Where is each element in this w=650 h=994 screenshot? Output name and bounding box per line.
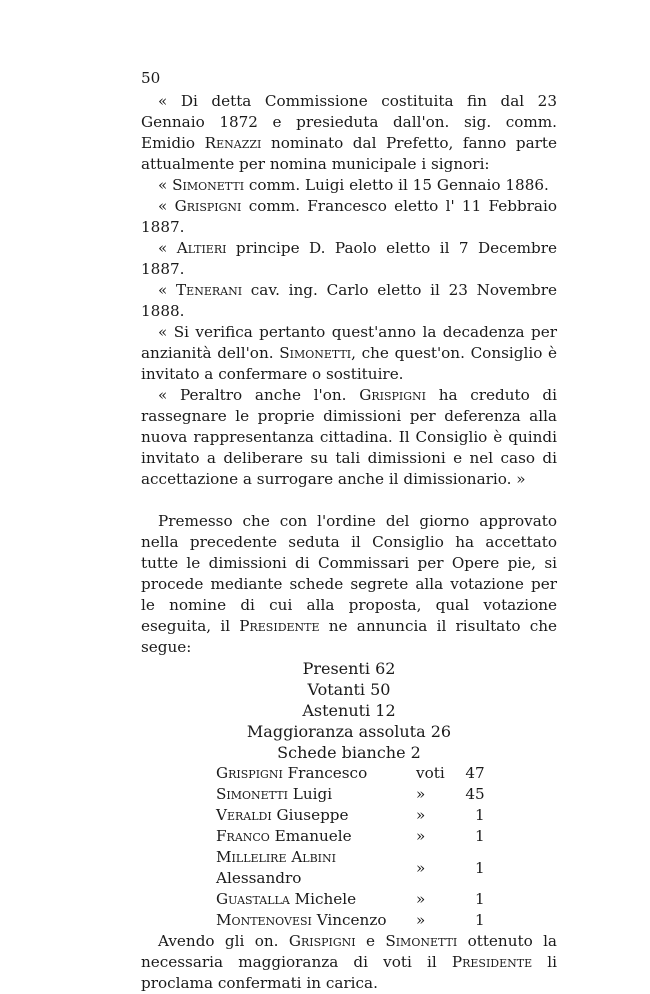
page-number: 50	[141, 69, 161, 87]
member-line: « Altieri principe D. Paolo eletto il 7 Decembre 1887.	[141, 239, 557, 278]
votanti-count: Votanti 50	[307, 680, 391, 699]
table-row: Millelire Albini Alessandro » 1	[216, 848, 485, 887]
member-line: « Tenerani cav. ing. Carlo eletto il 23 Novembre 1888.	[141, 281, 558, 320]
presenti-count: Presenti 62	[302, 659, 396, 678]
table-row: Veraldi Giuseppe » 1	[216, 806, 485, 824]
table-row: Franco Emanuele » 1	[216, 827, 485, 845]
members-list	[141, 175, 557, 322]
renazzi-name: Renazzi	[204, 134, 262, 152]
decadenza-paragraph: « Si verifica pertanto quest'anno la decadenza per anzianità dell'on. Simonetti, che quest'on. Consiglio è invitato a confermare o sostituire.	[141, 323, 557, 383]
premesso-paragraph: Premesso che con l'ordine del giorno approvato nella precedente seduta il Consiglio ha accettato tutte le dimissioni di Commissari per Opere pie, si procede mediante schede segrete alla votazione per le nomine di cui alla proposta, qual votazione eseguita, il Presidente ne annuncia il risultato che segue:	[141, 512, 557, 656]
member-line: « Grispigni comm. Francesco eletto l' 11 Febbraio 1887.	[141, 197, 557, 236]
maggioranza-count: Maggioranza assoluta 26	[246, 722, 452, 741]
vote-summary	[141, 658, 557, 763]
table-row: Grispigni Francesco voti 47	[216, 764, 485, 782]
table-row: Simonetti Luigi » 45	[216, 785, 485, 803]
schede-bianche-count: Schede bianche 2	[277, 743, 421, 762]
votes-table	[216, 763, 485, 931]
closing-paragraph: Avendo gli on. Grispigni e Simonetti ottenuto la necessaria maggioranza di voti il Presidente li proclama confermati in carica.	[141, 932, 558, 992]
member-line: « Simonetti comm. Luigi eletto il 15 Gennaio 1886.	[158, 176, 549, 194]
page-body	[141, 68, 557, 994]
table-row: Montenovesi Vincenzo » 1	[216, 911, 485, 929]
astenuti-count: Astenuti 12	[302, 701, 396, 720]
dimissioni-paragraph: « Peraltro anche l'on. Grispigni ha creduto di rassegnare le proprie dimissioni per deferenza alla nuova rappresentanza cittadina. Il Consiglio è quindi invitato a deliberare su tali dimissioni e nel caso di accettazione a surrogare anche il dimissionario. »	[141, 386, 558, 488]
commission-paragraph: « Di detta Commissione costituita fin dal 23 Gennaio 1872 e presieduta dall'on. sig. comm. Emidio Renazzi nominato dal Prefetto, fanno parte attualmente per nomina municipale i signori:	[141, 92, 557, 173]
table-row: Guastalla Michele » 1	[216, 890, 485, 908]
